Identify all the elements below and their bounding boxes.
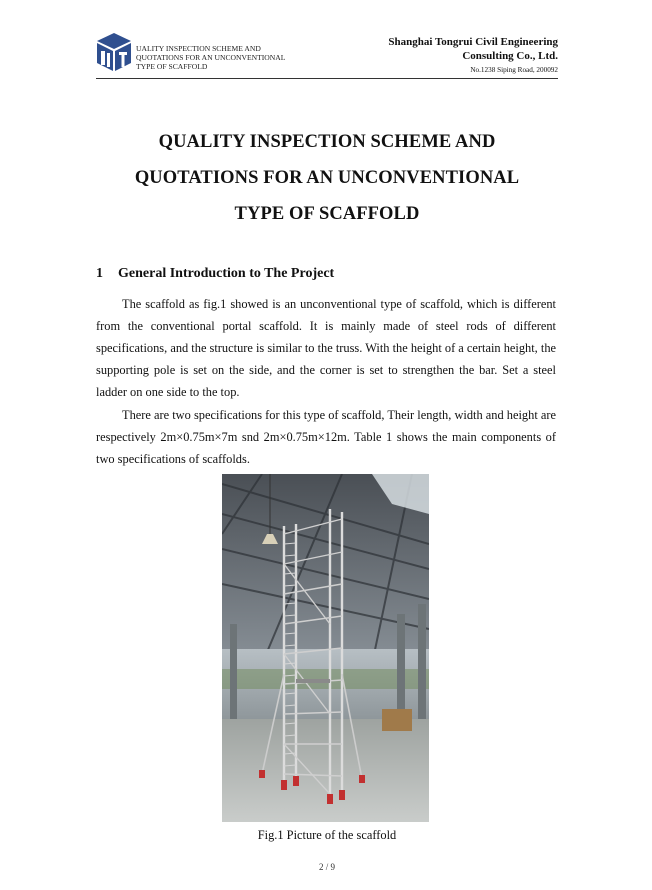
title-line: QUOTATIONS FOR AN UNCONVENTIONAL <box>134 168 520 188</box>
header-document-title <box>136 44 285 72</box>
company-name-line1: Shanghai Tongrui Civil Engineering <box>388 36 558 48</box>
figure-caption: Fig.1 Picture of the scaffold <box>257 828 397 842</box>
header-title-line: QUOTATIONS FOR AN UNCONVENTIONAL <box>136 53 286 63</box>
company-logo <box>96 32 132 72</box>
header-title-line: TYPE OF SCAFFOLD <box>136 62 208 72</box>
title-line: TYPE OF SCAFFOLD <box>234 204 420 224</box>
section-title: General Introduction to The Project <box>118 266 335 281</box>
document-title <box>96 124 558 232</box>
page-number: 2 / 9 <box>318 862 335 872</box>
section-heading <box>96 264 334 284</box>
body-paragraph: The scaffold as fig.1 showed is an unconventional type of scaffold, which is different from the conventional portal scaffold. It is mainly made of steel rods of different specifications, and the structure is similar to the truss. With the height of a certain height, the supporting pole is set on the side, and the corner is set to strengthen the bar. Set a steel ladder on one side to the top. <box>96 297 557 399</box>
header-company-block <box>388 35 558 75</box>
body-paragraph: There are two specifications for this type of scaffold, Their length, width and height are respectively 2m×0.75m×7m snd 2m×0.75m×12m. Table 1 shows the main components of two specifications of scaffolds. <box>96 408 556 466</box>
scaffold-photo <box>222 474 429 822</box>
header-divider <box>96 78 558 79</box>
title-line: QUALITY INSPECTION SCHEME AND <box>158 132 496 152</box>
page-header <box>96 32 558 79</box>
company-address: No.1238 Siping Road, 200092 <box>470 66 558 74</box>
header-title-line: UALITY INSPECTION SCHEME AND <box>136 44 261 53</box>
company-name-line2: Consulting Co., Ltd. <box>462 50 558 62</box>
section-number: 1 <box>96 266 103 281</box>
scaffold-photo-illustration <box>222 474 429 822</box>
